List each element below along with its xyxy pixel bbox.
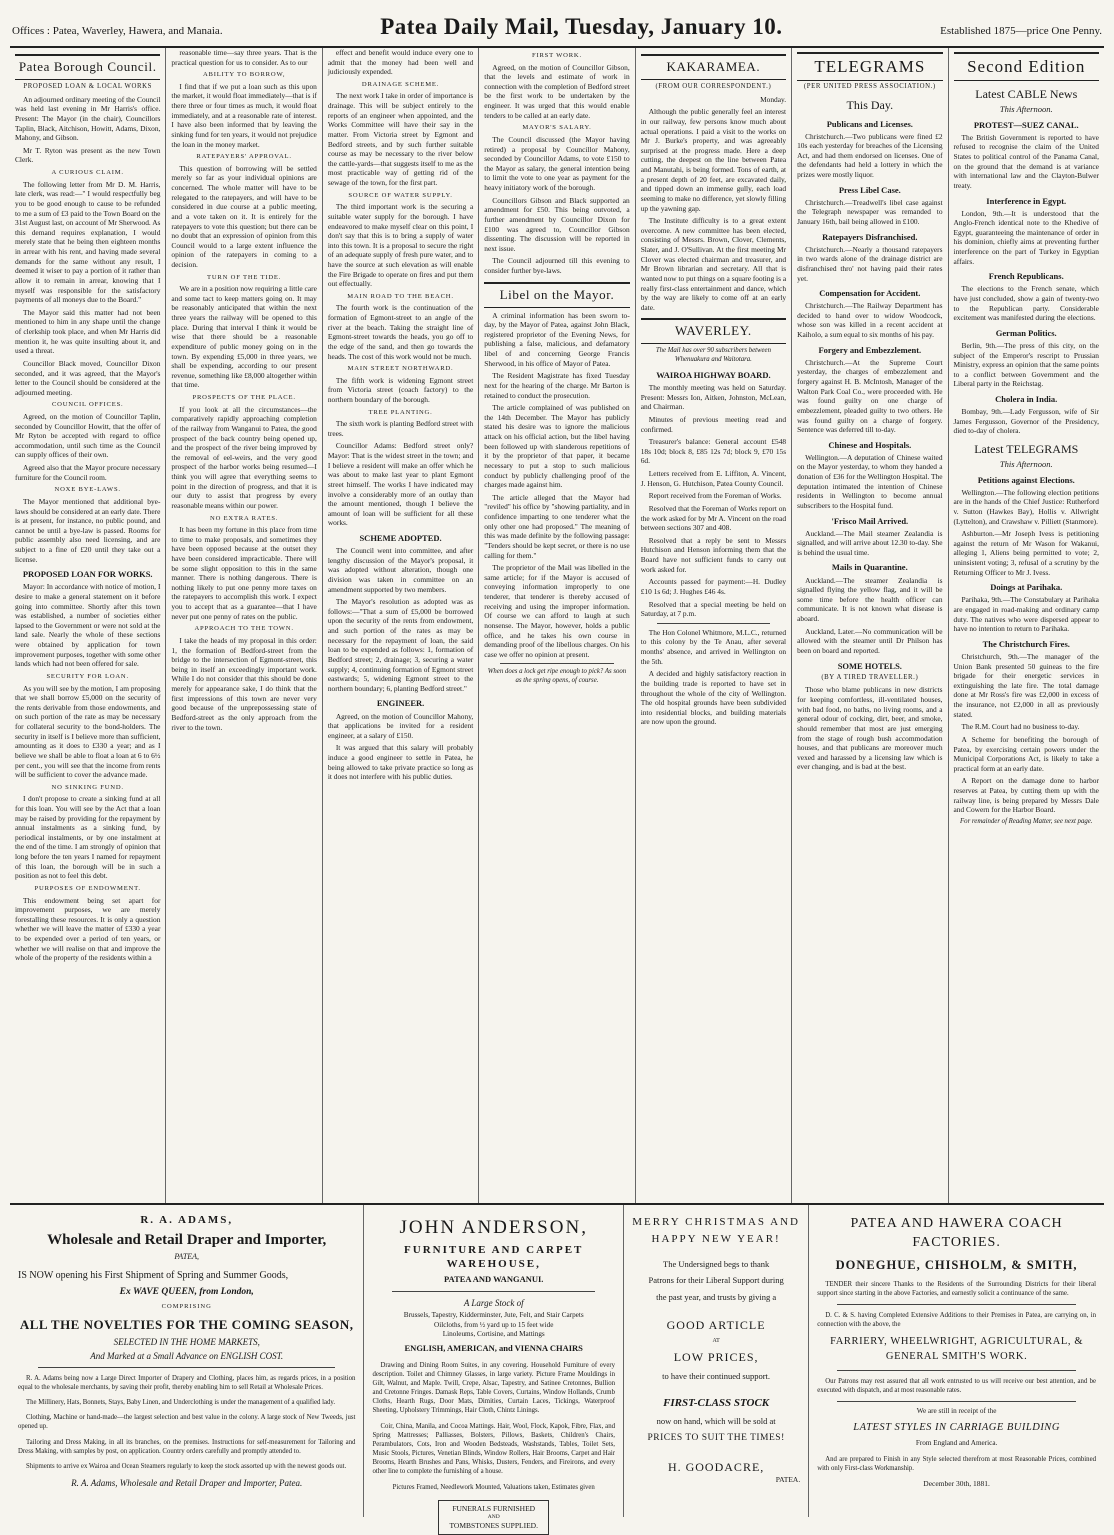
ad-body: Our Patrons may rest assured that all work entrusted to us will receive our best attention, and be executed with dispatch, and at most reasonable rates. (817, 1377, 1096, 1394)
paragraph: The article complained of was published on the 14th December. The Mayor has publicly stated his desire was to ignore the malicious attack on his official action, but the libel having been followed up with slanderous repetitions of it by the proprietor of that paper, it became necessary to put a stop to such malicious conduct by publicly challenging proof of the charges made against him. (484, 403, 630, 490)
ad-name: JOHN ANDERSON, (399, 1217, 588, 1238)
section-heading: 'Frisco Mail Arrived. (831, 515, 909, 526)
established-line: Established 1875—price One Penny. (940, 25, 1102, 37)
byline: (BY A TIRED TRAVELLER.) (821, 673, 919, 681)
column-4 (479, 48, 635, 1203)
ad-body: Drawing and Dining Room Suites, in any covering. Household Furniture of every description. Toilet and Chimney Glasses, in large variety. Picture Frame Mouldings in Gilt, Walnut, and Maple. Twill, Crepe, Alsac, Tapestry, and Satinee Cretonnes, Bullion and Cretonne Fringes. Damask Reps, Table Covers, Curtains, Window Hollands, Crumb Cloths, Hearth Rugs, Door Mats, Dimities, Curtain Laces, Tickings, Waterproof Sheeting, Upholstery Trimmings, Hair Cloth, Chintz Linings. (372, 1361, 615, 1415)
paragraph: Auckland.—The steamer Zealandia is signalled flying the yellow flag, and it will be some time before the health officer can communicate. It is not known what disease is aboard. (797, 575, 943, 624)
paragraph: Councillors Gibson and Black supported an amendment for £50. This being outvoted, a further amendment by Councillor Dixon for £100 was agreed to, Councillor Gibson dissenting. The discussion will be reported in next issue. (484, 195, 630, 253)
paragraph: The Mayor said this matter had not been mentioned to him in any shape until the change of clerkship took place, and when Mr Harris did mention it, he was quite insulting about it, and used a threat. (15, 307, 161, 356)
ad-line: Linoleums, Cortisine, and Mattings (442, 1330, 545, 1339)
section-heading: Interference in Egypt. (986, 195, 1067, 206)
ad-body: Coir, China, Manila, and Cocoa Mattings. Hair, Wool, Flock, Kapok, Fibre, Flax, and Spring Mattresses; Palliasses, Bolsters, Pillows, Baskets, Children's Chairs, Perambulators, Cots, Iron and Wooden Bedsteads, Washstands, Tables, Toilet Sets, Music Stools, Pictures, Venetian Blinds, Window Rollers, Hair Brooms, Carpet and Hair Brooms, Hearth Brushes and Pans, Whisks, Dusters, Fenders, and Fireirons, and every other line to complete the furnishing of a house. (372, 1422, 615, 1476)
afternoon-subheading: This Afternoon. (999, 458, 1053, 469)
section-heading: Publicans and Licenses. (826, 118, 913, 129)
column-5 (636, 48, 792, 1203)
column-1 (10, 48, 166, 1203)
ad-line: Patrons for their Liberal Support during (648, 1275, 784, 1286)
ad-stock: FIRST-CLASS STOCK (663, 1397, 770, 1410)
paragraph: The proprietor of the Mail was libelled in the same article; for if the Mayor is accused of conveying information improperly to one tenderer, that tenderer is thereby accused of receiving and using the improper information. Of course we can afford to laugh at such nonsense. The Mayor, however, holds a public office, and he takes his own course in demanding proof of the libellous charges. On his case we offer no opinion at present. (484, 563, 630, 659)
paragraph: Parihaka, 9th.—The Constabulary at Parihaka are engaged in road-making and ordinary camp duty. The natives who were dispersed appear to have no intention to return to Parihaka. (953, 595, 1099, 634)
paragraph: The British Government is reported to have refused to recognise the claim of the United States to political control of the Panama Canal, on the ground that the demand is at variance with international law and the Clayton-Bulwer treaty. (953, 132, 1099, 190)
telegrams-heading: TELEGRAMS (797, 52, 942, 81)
goodacre-ad (624, 1205, 809, 1517)
ad-line: AT (712, 1338, 720, 1345)
section-heading: SCHEME ADOPTED. (359, 533, 442, 544)
ad-line: TOMBSTONES SUPPLIED. (449, 1521, 538, 1531)
paragraph: Those who blame publicans in new districts for keeping comfortless, ill-ventilated houses, with bad food, no baths, no living rooms, and a general odour of cocking, dirt, beer, and smoke, should remember that most are just emerging from the stage of rough bush accommodation houses, and that publicans are moreover much vexed and harassed by a licensing law which is ever changing, and is bad at the best. (797, 685, 943, 772)
paragraph: As you will see by the motion, I am proposing that we shall borrow £5,000 on the security of the rents derivable from those endowments, and on such portion of the rate as may be necessary for collateral security to the bond-holders. The security in itself is I believe more than sufficient, amounting as it does to £330 a year; and as I believe we shall be able to float a loan at 6 to 6½ per cent., you will see that the income from rents will be sufficient to cover the advance made. (15, 683, 161, 780)
paragraph: Councillor Adams: Bedford street only? Mayor: That is the widest street in the town; and I believe a resident will make an offer which he was about to make last year to plant Egmont street himself. The works I have indicated may involve a considerably more of an outlay than the amount mentioned, though I believe the amount of loan will be sufficient for all these works. (327, 441, 474, 528)
paragraph: This question of borrowing will be settled merely so far as your individual opinions are concerned. The whole matter will have to be relegated to the ratepayers, and will have to be considered in due course at a public meeting, and a vote taken on it. It is entirely for the ratepayers to vote this question; but there can be no doubt that an expression of opinion from this Council would to a large extent influence the opinion of the ratepayers in coming to a decision. (171, 163, 317, 269)
paragraph: Agreed, on the motion of Councillor Gibson, that the levels and estimate of work in connection with the completion of Bedford street be the first work to be undertaken by the engineer. It was urged that this would enable tenders to be called at an early date. (484, 62, 630, 120)
column-3 (323, 48, 479, 1203)
adams-draper-ad (10, 1205, 364, 1517)
ad-lead: IS NOW opening his First Shipment of Spring and Summer Goods, (18, 1269, 289, 1281)
section-heading: RATEPAYERS' APPROVAL. (196, 153, 292, 161)
paragraph: It has been my fortune in this place from time to time to make proposals, and sometimes they have been opposed because at the outset they have been considered impracticable. There will be some slight opposition to this in the same manner. There is nothing dangerous. There is nothing likely to put one penny more taxes on the ratepayers to accomplish this work. I expect you to accept that as a guarantee—that I have never put one penny of rates on the public. (171, 525, 317, 621)
section-heading: MAIN STREET NORTHWARD. (347, 365, 454, 373)
section-heading: SOME HOTELS. (837, 660, 902, 671)
paragraph: The elections to the French senate, which have just concluded, show a gain of twenty-two to the Republican party. Considerable excitement was manifested during the elections. (953, 284, 1099, 323)
paragraph: This endowment being set apart for improvement purposes, we are merely forestalling these resources. It is only a question whether we will leave the matter of £330 a year to be expended over a period of ten years, or whether we will realise on that and improve the whole of the property of the residents within a (15, 895, 161, 963)
latest-telegrams-heading: Latest TELEGRAMS (974, 441, 1079, 456)
ad-location: PATEA. (775, 1475, 801, 1485)
section-heading: Forgery and Embezzlement. (818, 344, 922, 355)
ad-body: D. C. & S. having Completed Extensive Additions to their Premises in Patea, are carrying on, in connection with the above, the (817, 1312, 1096, 1329)
ad-body: R. A. Adams being now a Large Direct Importer of Drapery and Clothing, places him, as regards prices, in a position equal to the wholesale merchants, by saving their profit, thereby enabling him to sell Retail at Wholesale Prices. (18, 1374, 356, 1391)
paragraph: The Resident Magistrate has fixed Tuesday next for the hearing of the charge. Mr Barton is retained to conduct the prosecution. (484, 371, 630, 400)
paragraph: London, 9th.—It is understood that the Anglo-French identical note to the Khedive of Egypt, guaranteeing the maintenance of order in his dominion, chiefly aims at preventing further interference on the part of Turkey in Egyptian affairs. (953, 208, 1099, 266)
ad-name: R. A. ADAMS, (140, 1214, 234, 1226)
paragraph: Agreed, on the motion of Councillor Taplin, seconded by Councillor Howitt, that the offer of Mr Ryton be accepted with regard to office accommodation, until such time as the Council can supply offices of their own. (15, 411, 161, 460)
section-heading: NOXE BYE-LAWS. (54, 486, 121, 494)
funerals-box (438, 1500, 549, 1535)
ad-comprising: COMPRISING (161, 1303, 212, 1311)
paragraph: The Hon Colonel Whitmore, M.L.C., returned to this colony by the Te Anau, after several months' absence, and arrived in Wellington on the 5th. (640, 627, 787, 666)
paragraph: Councillor Black moved, Councillor Dixon seconded, and it was agreed, that the Mayor's letter to the Council should be considered at the adjourned meeting. (15, 358, 161, 397)
paragraph: Auckland, Later.—No communication will be allowed with the steamer until Dr Philson has been on board and reported. (797, 626, 943, 655)
section-heading: ABILITY TO BORROW, (202, 71, 286, 79)
paragraph: The monthly meeting was held on Saturday. Present: Messrs Ion, Aitken, Johnston, McLean, and Chairman. (640, 383, 787, 412)
ad-line: PRICES TO SUIT THE TIMES! (647, 1433, 785, 1444)
ad-location: PATEA, (174, 1252, 200, 1262)
paragraph: We are in a position now requiring a little care and some tact to keep matters going on. It may be reasonably anticipated that within the next three years the railway will be opened to this place. During that interval I think it would be wise that there should be a reasonable expenditure of public money going on in the town. By expending £5,000 in three years, we shall be expending, according to our present revenue, something like £8,000 altogether within that time. (171, 284, 317, 390)
section-heading: Chinese and Hospitals. (828, 439, 912, 450)
ad-intro: A Large Stock of (463, 1297, 524, 1308)
ad-names: DONEGHUE, CHISHOLM, & SMITH, (835, 1257, 1078, 1272)
section-heading: SECURITY FOR LOAN. (46, 672, 129, 680)
section-heading: APPROACH TO THE TOWN. (194, 625, 294, 633)
ad-title: PATEA AND HAWERA COACH FACTORIES. (850, 1216, 1063, 1250)
libel-heading: Libel on the Mayor. (484, 282, 629, 308)
section-heading: FIRST WORK. (531, 52, 582, 59)
ad-signature: R. A. Adams, Wholesale and Retail Draper and Importer, Patea. (71, 1478, 303, 1489)
press-association-line: (PER UNITED PRESS ASSOCIATION.) (803, 83, 936, 91)
divider (392, 1291, 595, 1292)
paragraph: Report received from the Foreman of Works. (648, 491, 782, 501)
divider (38, 1367, 335, 1368)
divider (657, 623, 770, 624)
newspaper-page (10, 10, 1104, 1531)
ad-body: TENDER their sincere Thanks to the Residents of the Surrounding Districts for their liberal support since starting in the above Factories, and earnestly solicit a continuance of the same. (817, 1280, 1096, 1297)
ad-signature: H. GOODACRE, (667, 1460, 765, 1475)
paragraph: The Mayor's resolution as adopted was as follows:—"That a sum of £5,000 be borrowed upon the security of the rents from endowment, and such portion of the rates as may be necessary for the repayment of loan, the said loan to be expended as follows: 1, formation of Bedford street; 2, drainage; 3, securing a water supply; 4, continuing formation of Egmont street eastwards; 5, widening Egmont street to the northern boundary; 6, planting Bedford street." (327, 597, 474, 693)
ad-bigline: LOW PRICES, (673, 1350, 759, 1365)
ad-line: From England and America. (915, 1438, 998, 1447)
ad-bigline: GOOD ARTICLE (666, 1318, 766, 1333)
paragraph: Christchurch.—Two publicans were fined £2 10s each yesterday for breaches of the Licensing Act, and had them endorsed on licenses. One of the defendants had held a lottery in which the prizes were mostly liquor. (797, 131, 943, 180)
section-heading: TURN OF THE TIDE. (207, 273, 282, 281)
continued-note: For remainder of Reading Matter, see next page. (960, 817, 1093, 825)
paragraph: Bombay, 9th.—Lady Fergusson, wife of Sir James Fergusson, Governor of the Presidency, died to-day of cholera. (953, 407, 1099, 436)
paragraph: Mayor: In accordance with notice of motion, I desire to make a general statement on it before going into committee. Shortly after this town was established, a number of societies either lapsed to the Government or were not sold at the land sale. Nearly the whole of these sections were obtained by application for town improvement purposes, together with some other lands which had not been offered for sale. (15, 582, 161, 669)
paragraph: Letters received from E. Liffiton, A. Vincent, J. Henson, G. Hutchison, Patea County Council. (640, 469, 787, 488)
section-heading: French Republicans. (988, 271, 1064, 282)
section-heading: ENGINEER. (376, 698, 425, 709)
ad-selected: SELECTED IN THE HOME MARKETS, (113, 1336, 260, 1347)
ad-body: The Millinery, Hats, Bonnets, Stays, Baby Linen, and Underclothing is under the management of a qualified lady. (26, 1399, 336, 1407)
paragraph: The Institute difficulty is to a great extent overcome. A new committee has been elected, consisting of Messrs. Brown, Clover, Clements, Slater, and J. O'Sullivan. At the first meeting Mr Clover was elected chairman and treasurer, and Mr Brown librarian and secretary. All that is wanted now to put things on a square footing is a really first-class entertainment and dance, which by the way are likely to come off at an early date. (640, 216, 787, 312)
section-heading: PROTEST—SUEZ CANAL. (973, 119, 1079, 130)
paragraph: The R.M. Court had no business to-day. (961, 722, 1080, 732)
paragraph: A Scheme for benefiting the borough of Patea, by exercising certain powers under the Municipal Corporations Act, is likely to take a practical form at an early date. (953, 734, 1099, 773)
coach-factories-ad (809, 1205, 1104, 1517)
paragraph: The third important work is the securing a suitable water supply for the borough. I have endeavored to make myself clear on this point, I don't say that this is to bring a supply of water into this town. It is a proposal to secure the right of an adequate supply of fresh pure water, and to have the source at such elevation as will enable the Fire Brigade to operate on fires and put them out effectually. (327, 202, 474, 289)
section-heading: Cholera in India. (995, 394, 1058, 405)
ad-line: AND (487, 1513, 500, 1520)
divider (500, 663, 613, 664)
section-heading: PROSPECTS OF THE PLACE. (192, 394, 296, 402)
ad-body: Shipments to arrive ex Wairoa and Ocean Steamers regularly to keep the stock assorted up with the newest goods out. (26, 1463, 347, 1470)
paragraph: Christchurch, 9th.—The manager of the Union Bank presented 50 guineas to the fire brigade for their energetic services in extinguishing the late fire. The total damage done at Mr Ross's fire was £2,000 in excess of the insurance, not £2,000 in all as previously stated. (953, 651, 1099, 719)
paragraph: I take the heads of my proposal in this order: 1, the formation of Bedford-street from the bridge to the intersection of Egmont-street, this being in itself an exceedingly important work. While I do not consider that this should be done merely for appearance sake, I do think that the first impressions of this town are never very good because of the unprepossessing state of Bedford-street as the only approach from the river to the town. (171, 635, 317, 732)
paragraph: The Council adjourned till this evening to consider further bye-laws. (484, 256, 630, 275)
paragraph: Resolved that a reply be sent to Messrs Hutchison and Henson informing them that the Board have not sufficient funds to carry out work asked for. (640, 535, 787, 574)
paragraph: effect and benefit would induce every one to admit that the money had been well and judiciously expended. (327, 48, 474, 77)
this-day-heading: This Day. (846, 97, 894, 112)
paragraph: Christchurch.—Treadwell's libel case against the Telegraph newspaper was remanded to January 16th, bail being allowed in £100. (797, 197, 943, 226)
ad-line: the past year, and trusts by giving a (656, 1291, 777, 1302)
section-heading: TREE PLANTING. (368, 408, 433, 416)
section-heading: NO SINKING FUND. (51, 783, 124, 791)
waverley-heading: WAVERLEY. (641, 318, 786, 344)
correspondent-line: (FROM OUR CORRESPONDENT.) (655, 82, 772, 90)
ad-title: FURNITURE AND CARPET WAREHOUSE, (404, 1243, 584, 1271)
column-2 (166, 48, 322, 1203)
paragraph: A Report on the damage done to harbor reserves at Patea, by cutting them up with the railway line, is being prepared by Messrs Dale and Cowern for the Harbor Board. (953, 776, 1099, 815)
paragraph: I don't propose to create a sinking fund at all for this loan. You will see by the Act that a loan may be raised by providing for the repayment by annual instalments as a sinking fund, by periodical instalments, or by one instalment at the end of the time. I am strongly of opinion that long before the ten years I named for repayment of this loan, the borough will be in such a position as not to feel this debt. (15, 794, 161, 881)
section-heading: SOURCE OF WATER SUPPLY. (348, 191, 453, 199)
ad-line: to have their continued support. (662, 1370, 771, 1381)
paragraph: reasonable time—say three years. That is the practical question for us to consider. As to our (171, 48, 317, 67)
paragraph: It was argued that this salary will probably induce a good engineer to settle in Patea, he being allowed to take private practice so long as it does not interfere with his public duties. (327, 743, 474, 782)
ad-line: ENGLISH, AMERICAN, and VIENNA CHAIRS (404, 1343, 583, 1354)
section-heading: Press Libel Case. (838, 184, 901, 195)
section-heading: MAYOR'S SALARY. (522, 124, 592, 132)
ad-line: Brussels, Tapestry, Kidderminster, Jute, Felt, and Stair Carpets (403, 1310, 584, 1319)
paragraph: Although the public generally feel an interest in our railway, few persons know much about actual operations. I paid a visit to the works on Mr J. Burke's property, and was agreeably surprised at the progress made. Here a deep cutting, the deepest on the line between Patea and Manutahi, is being formed. Tons of earth, at a present depth of 20 feet, are excavated daily, and tipped down an immense gully, each load seeming to make no difference, yet slowly filling up the yawning gap. (640, 107, 787, 213)
dateline: Monday. (760, 94, 787, 104)
ad-location: PATEA AND WANGANUI. (444, 1274, 544, 1285)
column-6 (792, 48, 948, 1203)
section-heading: PURPOSES OF ENDOWMENT. (34, 884, 141, 892)
paragraph: The Mayor mentioned that additional bye-laws should be considered at an early date. There is at present, for instance, no public pound, and cannot be until a bye-law is passed. Rooms for public assembly also need licensing, and are subject to a fine of £20 until they take out a license. (15, 496, 161, 564)
paragraph: The article alleged that the Mayor had "reviled" his office by "showing partiality, and in confidence imparting to one tenderer what the only other one had proposed." The meaning of this was made definite by the following passage: "Tenders should be kept secret, or there is no use calling for them." (484, 492, 630, 560)
ad-body: And are prepared to Finish in any Style selected therefrom at most Reasonable Prices, combined with only First-class Workmanship. (817, 1455, 1096, 1472)
paper-title: Patea Daily Mail, Tuesday, January 10. (380, 14, 783, 39)
ad-body: Clothing, Machine or hand-made—the largest selection and best value in the colony. A large stock of New Tweeds, just opened up. (18, 1414, 356, 1431)
section-heading: NO EXTRA RATES. (210, 514, 279, 522)
paragraph: Christchurch.—At the Supreme Court yesterday, the charges of embezzlement and forgery against H. B. McIntosh, Manager of the Walton Park Coal Co., were proceeded with. He was found guilty on one charge of embezzlement, pleaded guilty to two others. He was found guilty on a charge of forgery. Sentence was deferred till to-day. (797, 357, 943, 435)
ad-body: Tailoring and Dress Making, in all its branches, on the premises. Instructions for self-measurement for Tailoring and Dress Making, with samples by post, on application. Country orders carefully and promptly attended to. (18, 1438, 356, 1455)
ad-line: We are still in receipt of the (916, 1407, 997, 1416)
section-heading: Doings at Parihaka. (990, 582, 1063, 593)
paragraph: Wellington.—The following election petitions are in the hands of the Chief Justice: Rutherford v. Sutton (Hawkes Bay), Hollis v. Allwright (Lyttelton), and Crawshaw v. Pilliett (Stanmore). (953, 487, 1099, 526)
masthead (10, 10, 1104, 48)
filler-note: When does a lock get ripe enough to pick? As soon as the spring opens, of course. (487, 668, 627, 685)
subscribers-note: The Mail has over 90 subscribers between Whenuakura and Waitotara. (655, 347, 771, 364)
section-heading: Compensation for Accident. (819, 288, 921, 299)
cable-news-heading: Latest CABLE News (975, 87, 1078, 102)
section-heading: MAIN ROAD TO THE BEACH. (347, 292, 454, 300)
paragraph: The fourth work is the continuation of the formation of Egmont-street to an angle of the river at the beach. Taking the straight line of Egmont-street towards the heads, you go off to the edge of the sand, and then go towards the heads. The cost of this work would not be much. (327, 303, 474, 361)
paragraph: If you look at all the circumstances—the comparatively rapidly approaching completion of the railway from Wanganui to Patea, the good prospect of the back country being opened up, and the prospect of the river being improved by the removal of eel-weirs, and the very good prospect of the harbor works being resumed—I think you will agree that everything seems to point in the direction of progress, and that it is our duty to assist that progress by every reasonable means within our power. (171, 404, 317, 510)
paragraph: Agreed, on the motion of Councillor Mahony, that applications be invited for a resident engineer, at a salary of £150. (327, 711, 474, 740)
section-heading: Petitions against Elections. (977, 474, 1075, 485)
section-heading: COUNCIL OFFICES. (51, 401, 124, 409)
paragraph: An adjourned ordinary meeting of the Council was held last evening in Mr Harris's office. Present: The Mayor (in the chair), Councillors Taplin, Black, Aitchison, Howitt, Adams, Dixon, Mahony, and Gibson. (15, 94, 161, 143)
paragraph: Auckland.—The Mail steamer Zealandia is signalled, and will arrive about 12.30 to-day. She is behind the usual time. (797, 528, 943, 557)
paragraph: The Council discussed (the Mayor having retired) a proposal by Councillor Mahony, seconded by Councillor Adams, to vote £150 to the Mayor as salary, the general intention being to limit the vote to one year as payment for the heavy initiatory work of the borough. (484, 134, 630, 192)
paragraph: Mr T. Ryton was present as the new Town Clerk. (15, 145, 161, 165)
paragraph: Resolved that a special meeting be held on Saturday, at 7 p.m. (640, 599, 787, 619)
ad-line: Oilcloths, from ½ yard up to 15 feet wide (434, 1320, 554, 1329)
paragraph: The next work I take in order of importance is drainage. This will be subject entirely to the reports of an engineer when appointed, and the Works Committee will have their say in the matter. From Victoria street by Egmont and Bedford streets, and by such further suitable course as may be necessary to the river below the cattle-yards—that suggests itself to me as the most practicable way of getting rid of the sewage of the town, for the first part. (327, 91, 474, 188)
section-heading: WAIROA HIGHWAY BOARD. (656, 370, 771, 381)
ad-greeting: MERRY CHRISTMAS AND (632, 1216, 801, 1228)
paragraph: Agreed also that the Mayor procure necessary furniture for the Council room. (15, 463, 161, 482)
section-heading: A CURIOUS CLAIM. (51, 169, 124, 177)
offices-line: Offices : Patea, Waverley, Hawera, and Manaia. (12, 25, 223, 37)
section-heading: The Christchurch Fires. (982, 638, 1070, 649)
ad-line: now on hand, which will be sold at (656, 1415, 776, 1426)
paragraph: Treasurer's balance: General account £548 18s 10d; block 8, £85 12s 7d; block 9, £70 15s 6d. (640, 437, 787, 466)
paragraph: Ashburton.—Mr Joseph Ivess is petitioning against the return of Mr Wason for Wakanui, alleging 1, Aliens being permitted to vote; 2, uninsistent voting; 3, refusal of a scrutiny by the Returning Officer to Mr J. Ivess. (953, 529, 1099, 577)
column-7 (949, 48, 1104, 1203)
ad-trade: FARRIERY, WHEELWRIGHT, AGRICULTURAL, & GENERAL SMITH'S WORK. (830, 1336, 1084, 1362)
paragraph: The fifth work is widening Egmont street from Victoria street (coach factory) to the northern boundary of the borough. (327, 375, 474, 404)
kakaramea-heading: KAKARAMEA. (641, 54, 786, 80)
paragraph: Minutes of previous meeting read and confirmed. (640, 414, 787, 434)
section-heading: PROPOSED LOAN FOR WORKS. (22, 569, 153, 580)
ad-date: December 30th, 1881. (923, 1478, 990, 1488)
divider (837, 1401, 1076, 1402)
column-1-subheading: PROPOSED LOAN & LOCAL WORKS (23, 82, 153, 90)
paragraph: Wellington.—A deputation of Chinese waited on the Mayor yesterday, to whom they handed a donation of £36 for the Wellington Hospital. The deputation intimated the intention of Chinese residents in Wellington to become annual subscribers to the Hospital fund. (797, 452, 943, 510)
paragraph: I find that if we put a loan such as this upon the market, it would float immediately—that is if there three or four times as much, it would float immediately, and at a reasonable rate of interest. I have also been informed that by leaving the sinking fund for ten years, it would not prejudice the loan in the money market. (171, 81, 317, 149)
divider (837, 1370, 1076, 1371)
afternoon-subheading: This Afternoon. (999, 103, 1053, 114)
paragraph: A decided and highly satisfactory reaction in the building trade is reported to have set in throughout the whole of the city of Wellington. The old hospital grounds have been subdivided into residential blocks, and building materials are now upon the ground. (640, 669, 787, 727)
section-heading: Ratepayers Disfranchised. (822, 231, 918, 242)
news-columns (10, 48, 1104, 1205)
paragraph: Christchurch.—Nearly a thousand ratepayers in two wards alone of the drainage district are disfranchised thro' not having paid their rates yet. (797, 244, 943, 283)
divider (837, 1304, 1076, 1305)
paragraph: Accounts passed for payment:—H. Dudley £10 1s 6d; J. Hughes £46 4s. (640, 577, 787, 596)
anderson-furniture-ad (364, 1205, 624, 1531)
section-heading: DRAINAGE SCHEME. (361, 80, 440, 88)
advertisements-row (10, 1205, 1104, 1531)
paragraph: The Council went into committee, and after lengthy discussion of the Mayor's proposal, it was adopted without alteration, though one division was taken in committee on an amendment supported by two members. (327, 546, 474, 594)
ad-novelties: ALL THE NOVELTIES FOR THE COMING SEASON, (19, 1316, 354, 1332)
paragraph: Christchurch.—The Railway Department has decided to hand over to widow Woodcock, whose son was killed in a recent accident at Kaiholo, a sum equal to six months of his pay. (797, 301, 943, 340)
second-edition-heading: Second Edition (954, 52, 1099, 81)
paragraph: A criminal information has been sworn to-day, by the Mayor of Patea, against John Black, registered proprietor of the Evening News, for publishing a false, malicious, and defamatory libel of and concerning George Francis Sherwood, in his office of Mayor of Patea. (484, 310, 630, 368)
ad-title: Wholesale and Retail Draper and Importer, (47, 1231, 327, 1248)
ad-line: FUNERALS FURNISHED (452, 1503, 536, 1513)
paragraph: The sixth work is planting Bedford street with trees. (327, 419, 474, 438)
column-1-heading: Patea Borough Council. (15, 54, 160, 80)
paragraph: Berlin, 9th.—The press of this city, on the subject of the Emperor's rescript to Prussian Ministry, express an opinion that the same points to a conflict between Government and the Liberal party in the Reichstag. (953, 340, 1099, 389)
ad-latest: LATEST STYLES IN CARRIAGE BUILDING (853, 1421, 1060, 1433)
ad-body: Pictures Framed, Needlework Mounted, Valuations taken, Estimates given (392, 1483, 595, 1491)
ad-line: The Undersigned begs to thank (663, 1258, 770, 1269)
ad-ship: Ex WAVE QUEEN, from London, (119, 1287, 254, 1298)
ad-greeting: HAPPY NEW YEAR! (651, 1232, 781, 1245)
section-heading: Mails in Quarantine. (831, 562, 908, 573)
paragraph: Resolved that the Foreman of Works report on the work asked for by Mr A. Vincent on the road between sections 307 and 408. (640, 503, 787, 533)
ad-marked: And Marked at a Small Advance on ENGLISH COST. (90, 1350, 284, 1361)
section-heading: German Politics. (995, 327, 1057, 338)
paragraph: The following letter from Mr D. M. Harris, late clerk, was read:—" I would respectfully beg you to be good enough to cause to be refunded to me a sum of £3 paid to the Town Board on the 31st August last, on account of Mr Sherwood. As this demand requires explanation, I would merely state that he being then eighteen months in arrear with his rent, and having made several demands for the same without any result, I deemed it wiser to pay a portion of it rather than allow it to remain in arrear, knowing that I myself was responsible for the satisfactory payments of all moneys due to the Board." (15, 179, 161, 305)
